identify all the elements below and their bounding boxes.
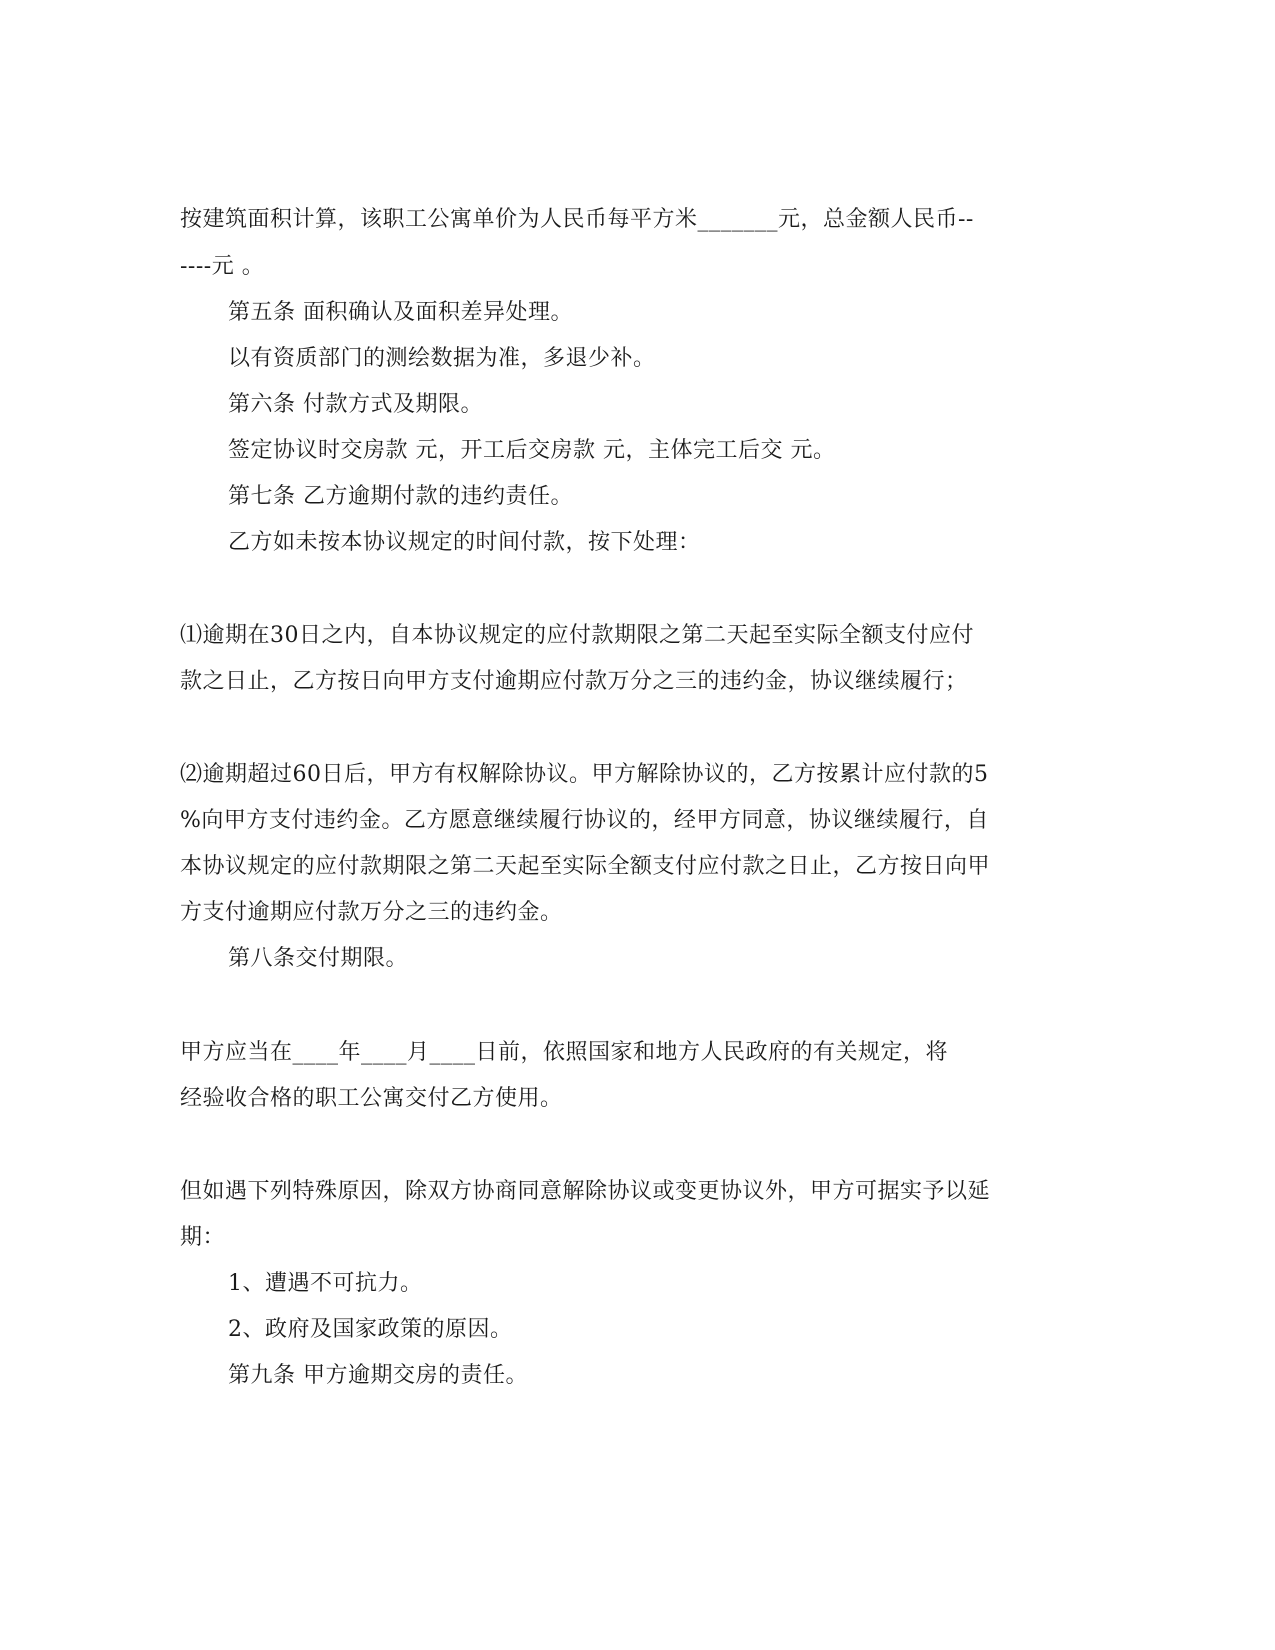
clause-2-line: 方支付逾期应付款万分之三的违约金。: [180, 900, 563, 925]
clause-2-line: %向甲方支付违约金。乙方愿意继续履行协议的，经甲方同意，协议继续履行，自: [180, 808, 989, 833]
article-6-heading: 第六条 付款方式及期限。: [228, 392, 483, 417]
clause-2-line: 本协议规定的应付款期限之第二天起至实际全额支付应付款之日止，乙方按日向甲: [180, 854, 991, 879]
text-line: 但如遇下列特殊原因，除双方协商同意解除协议或变更协议外，甲方可据实予以延: [180, 1179, 991, 1204]
text-line: 以有资质部门的测绘数据为准，多退少补。: [228, 346, 656, 371]
clause-2-line: ⑵逾期超过60日后，甲方有权解除协议。甲方解除协议的，乙方按累计应付款的5: [180, 762, 989, 787]
list-item: 2、政府及国家政策的原因。: [228, 1317, 513, 1342]
text-line: 经验收合格的职工公寓交付乙方使用。: [180, 1086, 563, 1111]
article-8-heading: 第八条交付期限。: [228, 946, 409, 971]
text-line: 签定协议时交房款 元，开工后交房款 元，主体完工后交 元。: [228, 438, 836, 463]
article-7-heading: 第七条 乙方逾期付款的违约责任。: [228, 484, 573, 509]
text-line: 按建筑面积计算，该职工公寓单价为人民币每平方米_______元，总金额人民币--: [180, 207, 974, 232]
clause-1-line: ⑴逾期在30日之内，自本协议规定的应付款期限之第二天起至实际全额支付应付: [180, 623, 974, 648]
text-line: 乙方如未按本协议规定的时间付款，按下处理：: [228, 530, 701, 555]
text-line: 甲方应当在____年____月____日前，依照国家和地方人民政府的有关规定，将: [180, 1040, 949, 1065]
article-9-heading: 第九条 甲方逾期交房的责任。: [228, 1363, 528, 1388]
text-line: ----元 。: [180, 254, 265, 279]
text-line: 期：: [180, 1225, 226, 1250]
list-item: 1、遭遇不可抗力。: [228, 1271, 423, 1296]
clause-1-line: 款之日止，乙方按日向甲方支付逾期应付款万分之三的违约金，协议继续履行；: [180, 669, 968, 694]
article-5-heading: 第五条 面积确认及面积差异处理。: [228, 300, 573, 325]
